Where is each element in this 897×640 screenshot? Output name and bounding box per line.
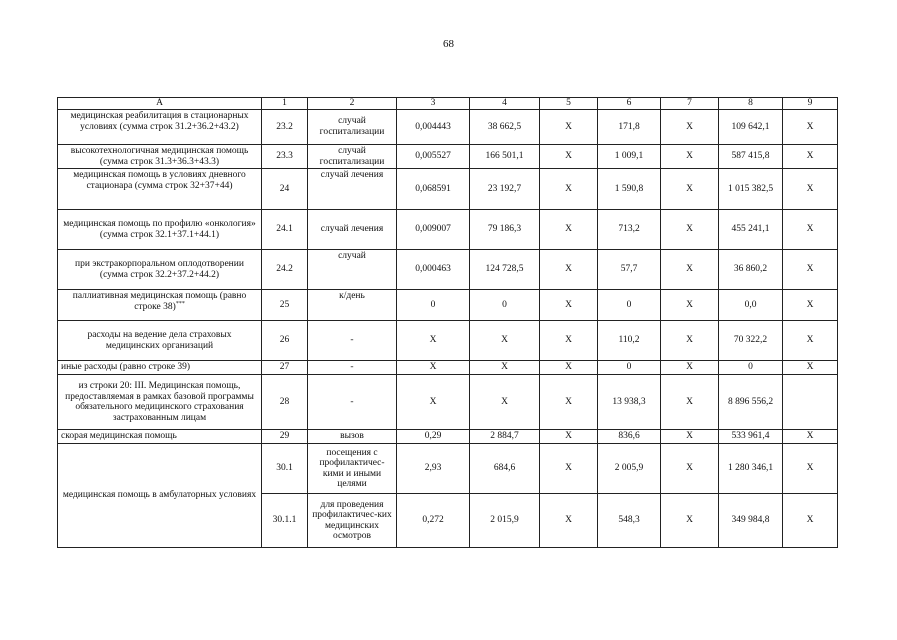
value-cell: Х	[661, 375, 719, 430]
value-cell: Х	[783, 290, 838, 321]
value-cell: 0,068591	[397, 169, 470, 210]
unit-cell: случай лечения	[308, 169, 397, 210]
value-cell: 1 009,1	[598, 145, 661, 169]
value-cell: 0,0	[719, 290, 783, 321]
value-cell: 0	[598, 361, 661, 375]
row-description: иные расходы (равно строке 39)	[58, 361, 262, 375]
value-cell: Х	[783, 361, 838, 375]
table-row	[58, 169, 838, 210]
value-cell: Х	[661, 290, 719, 321]
value-cell: 0,009007	[397, 210, 470, 250]
value-cell: Х	[661, 361, 719, 375]
unit-cell: случай госпитализации	[308, 145, 397, 169]
unit-cell: -	[308, 375, 397, 430]
header-cell: 3	[397, 98, 470, 110]
value-cell: Х	[397, 321, 470, 361]
value-cell: Х	[397, 375, 470, 430]
value-cell: 455 241,1	[719, 210, 783, 250]
unit-cell: -	[308, 321, 397, 361]
value-cell: Х	[397, 361, 470, 375]
row-description: расходы на ведение дела страховых медицинских организаций	[58, 321, 262, 361]
value-cell: 587 415,8	[719, 145, 783, 169]
value-cell: 70 322,2	[719, 321, 783, 361]
value-cell: 713,2	[598, 210, 661, 250]
value-cell: Х	[783, 145, 838, 169]
value-cell: 0	[470, 290, 540, 321]
row-number: 24.2	[262, 250, 308, 290]
unit-cell: посещения с профилактичес-кими и иными целями	[308, 444, 397, 494]
header-cell: 1	[262, 98, 308, 110]
row-number: 26	[262, 321, 308, 361]
value-cell: 533 961,4	[719, 430, 783, 444]
row-description	[58, 290, 262, 321]
row-number: 24.1	[262, 210, 308, 250]
value-cell: Х	[783, 250, 838, 290]
value-cell: 2 005,9	[598, 444, 661, 494]
value-cell: Х	[661, 321, 719, 361]
table-row	[58, 210, 838, 250]
value-cell: Х	[540, 444, 598, 494]
unit-cell: случай лечения	[308, 210, 397, 250]
value-cell: Х	[470, 361, 540, 375]
header-cell: 9	[783, 98, 838, 110]
header-cell: 8	[719, 98, 783, 110]
footnote-marker: ***	[175, 300, 185, 307]
table-header-row	[58, 98, 838, 110]
value-cell: 0,004443	[397, 110, 470, 145]
row-number: 30.1.1	[262, 494, 308, 548]
row-number: 23.2	[262, 110, 308, 145]
value-cell: Х	[661, 210, 719, 250]
value-cell: Х	[783, 210, 838, 250]
row-number: 25	[262, 290, 308, 321]
value-cell: Х	[661, 444, 719, 494]
value-cell: Х	[783, 110, 838, 145]
table-row	[58, 321, 838, 361]
value-cell: Х	[540, 250, 598, 290]
value-cell: Х	[540, 321, 598, 361]
value-cell: Х	[783, 321, 838, 361]
value-cell: 0	[598, 290, 661, 321]
row-description: высокотехнологичная медицинская помощь (сумма строк 31.3+36.3+43.3)	[58, 145, 262, 169]
value-cell: 836,6	[598, 430, 661, 444]
value-cell: 1 280 346,1	[719, 444, 783, 494]
row-number: 27	[262, 361, 308, 375]
value-cell: 57,7	[598, 250, 661, 290]
value-cell: Х	[783, 430, 838, 444]
value-cell: Х	[783, 169, 838, 210]
row-number: 30.1	[262, 444, 308, 494]
value-cell: 13 938,3	[598, 375, 661, 430]
value-cell: 8 896 556,2	[719, 375, 783, 430]
value-cell: 1 590,8	[598, 169, 661, 210]
row-description: из строки 20: III. Медицинская помощь, предоставляемая в рамках базовой программы обязательного медицинского страхования застрахованным лицам	[58, 375, 262, 430]
value-cell: Х	[783, 444, 838, 494]
value-cell: 36 860,2	[719, 250, 783, 290]
row-description: медицинская помощь по профилю «онкология» (сумма строк 32.1+37.1+44.1)	[58, 210, 262, 250]
row-description: медицинская помощь в условиях дневного стационара (сумма строк 32+37+44)	[58, 169, 262, 210]
value-cell: 79 186,3	[470, 210, 540, 250]
value-cell: Х	[661, 250, 719, 290]
value-cell: Х	[540, 169, 598, 210]
row-description: скорая медицинская помощь	[58, 430, 262, 444]
value-cell: Х	[540, 145, 598, 169]
header-cell: 7	[661, 98, 719, 110]
value-cell: Х	[661, 430, 719, 444]
row-description: при экстракорпоральном оплодотворении (сумма строк 32.2+37.2+44.2)	[58, 250, 262, 290]
unit-cell: -	[308, 361, 397, 375]
value-cell: Х	[540, 290, 598, 321]
header-cell: 2	[308, 98, 397, 110]
value-cell: 109 642,1	[719, 110, 783, 145]
value-cell: 349 984,8	[719, 494, 783, 548]
row-description-text: паллиативная медицинская помощь (равно строке 38)***	[72, 291, 247, 312]
table-row	[58, 444, 838, 494]
value-cell: Х	[661, 145, 719, 169]
header-cell: А	[58, 98, 262, 110]
value-cell: Х	[540, 361, 598, 375]
value-cell: Х	[470, 321, 540, 361]
value-cell: Х	[661, 110, 719, 145]
value-cell: Х	[540, 430, 598, 444]
value-cell	[783, 375, 838, 430]
table-row	[58, 361, 838, 375]
financial-table	[57, 97, 838, 548]
value-cell: Х	[540, 110, 598, 145]
value-cell: Х	[661, 494, 719, 548]
value-cell: 171,8	[598, 110, 661, 145]
row-number: 23.3	[262, 145, 308, 169]
table-row	[58, 375, 838, 430]
table-row	[58, 110, 838, 145]
value-cell: 110,2	[598, 321, 661, 361]
value-cell: Х	[540, 210, 598, 250]
row-number: 24	[262, 169, 308, 210]
unit-cell: случай	[308, 250, 397, 290]
value-cell: 23 192,7	[470, 169, 540, 210]
value-cell: Х	[783, 494, 838, 548]
value-cell: Х	[661, 169, 719, 210]
unit-cell: случай госпитализации	[308, 110, 397, 145]
value-cell: 0,000463	[397, 250, 470, 290]
value-cell: 0	[719, 361, 783, 375]
unit-cell: к/день	[308, 290, 397, 321]
value-cell: 166 501,1	[470, 145, 540, 169]
value-cell: 0,272	[397, 494, 470, 548]
table-row	[58, 290, 838, 321]
header-cell: 4	[470, 98, 540, 110]
value-cell: 2,93	[397, 444, 470, 494]
table-row	[58, 250, 838, 290]
value-cell: 0,29	[397, 430, 470, 444]
value-cell: 684,6	[470, 444, 540, 494]
value-cell: 2 884,7	[470, 430, 540, 444]
value-cell: 2 015,9	[470, 494, 540, 548]
page-number: 68	[443, 38, 454, 50]
value-cell: Х	[540, 375, 598, 430]
unit-cell: вызов	[308, 430, 397, 444]
row-number: 29	[262, 430, 308, 444]
unit-cell: для проведения профилактичес-ких медицинских осмотров	[308, 494, 397, 548]
value-cell: 0,005527	[397, 145, 470, 169]
value-cell: 1 015 382,5	[719, 169, 783, 210]
row-number: 28	[262, 375, 308, 430]
header-cell: 5	[540, 98, 598, 110]
value-cell: 0	[397, 290, 470, 321]
header-cell: 6	[598, 98, 661, 110]
row-description: медицинская помощь в амбулаторных условиях	[58, 444, 262, 548]
value-cell: Х	[540, 494, 598, 548]
value-cell: 124 728,5	[470, 250, 540, 290]
value-cell: 38 662,5	[470, 110, 540, 145]
table-row	[58, 430, 838, 444]
value-cell: 548,3	[598, 494, 661, 548]
value-cell: Х	[470, 375, 540, 430]
row-description: медицинская реабилитация в стационарных условиях (сумма строк 31.2+36.2+43.2)	[58, 110, 262, 145]
table-row	[58, 145, 838, 169]
